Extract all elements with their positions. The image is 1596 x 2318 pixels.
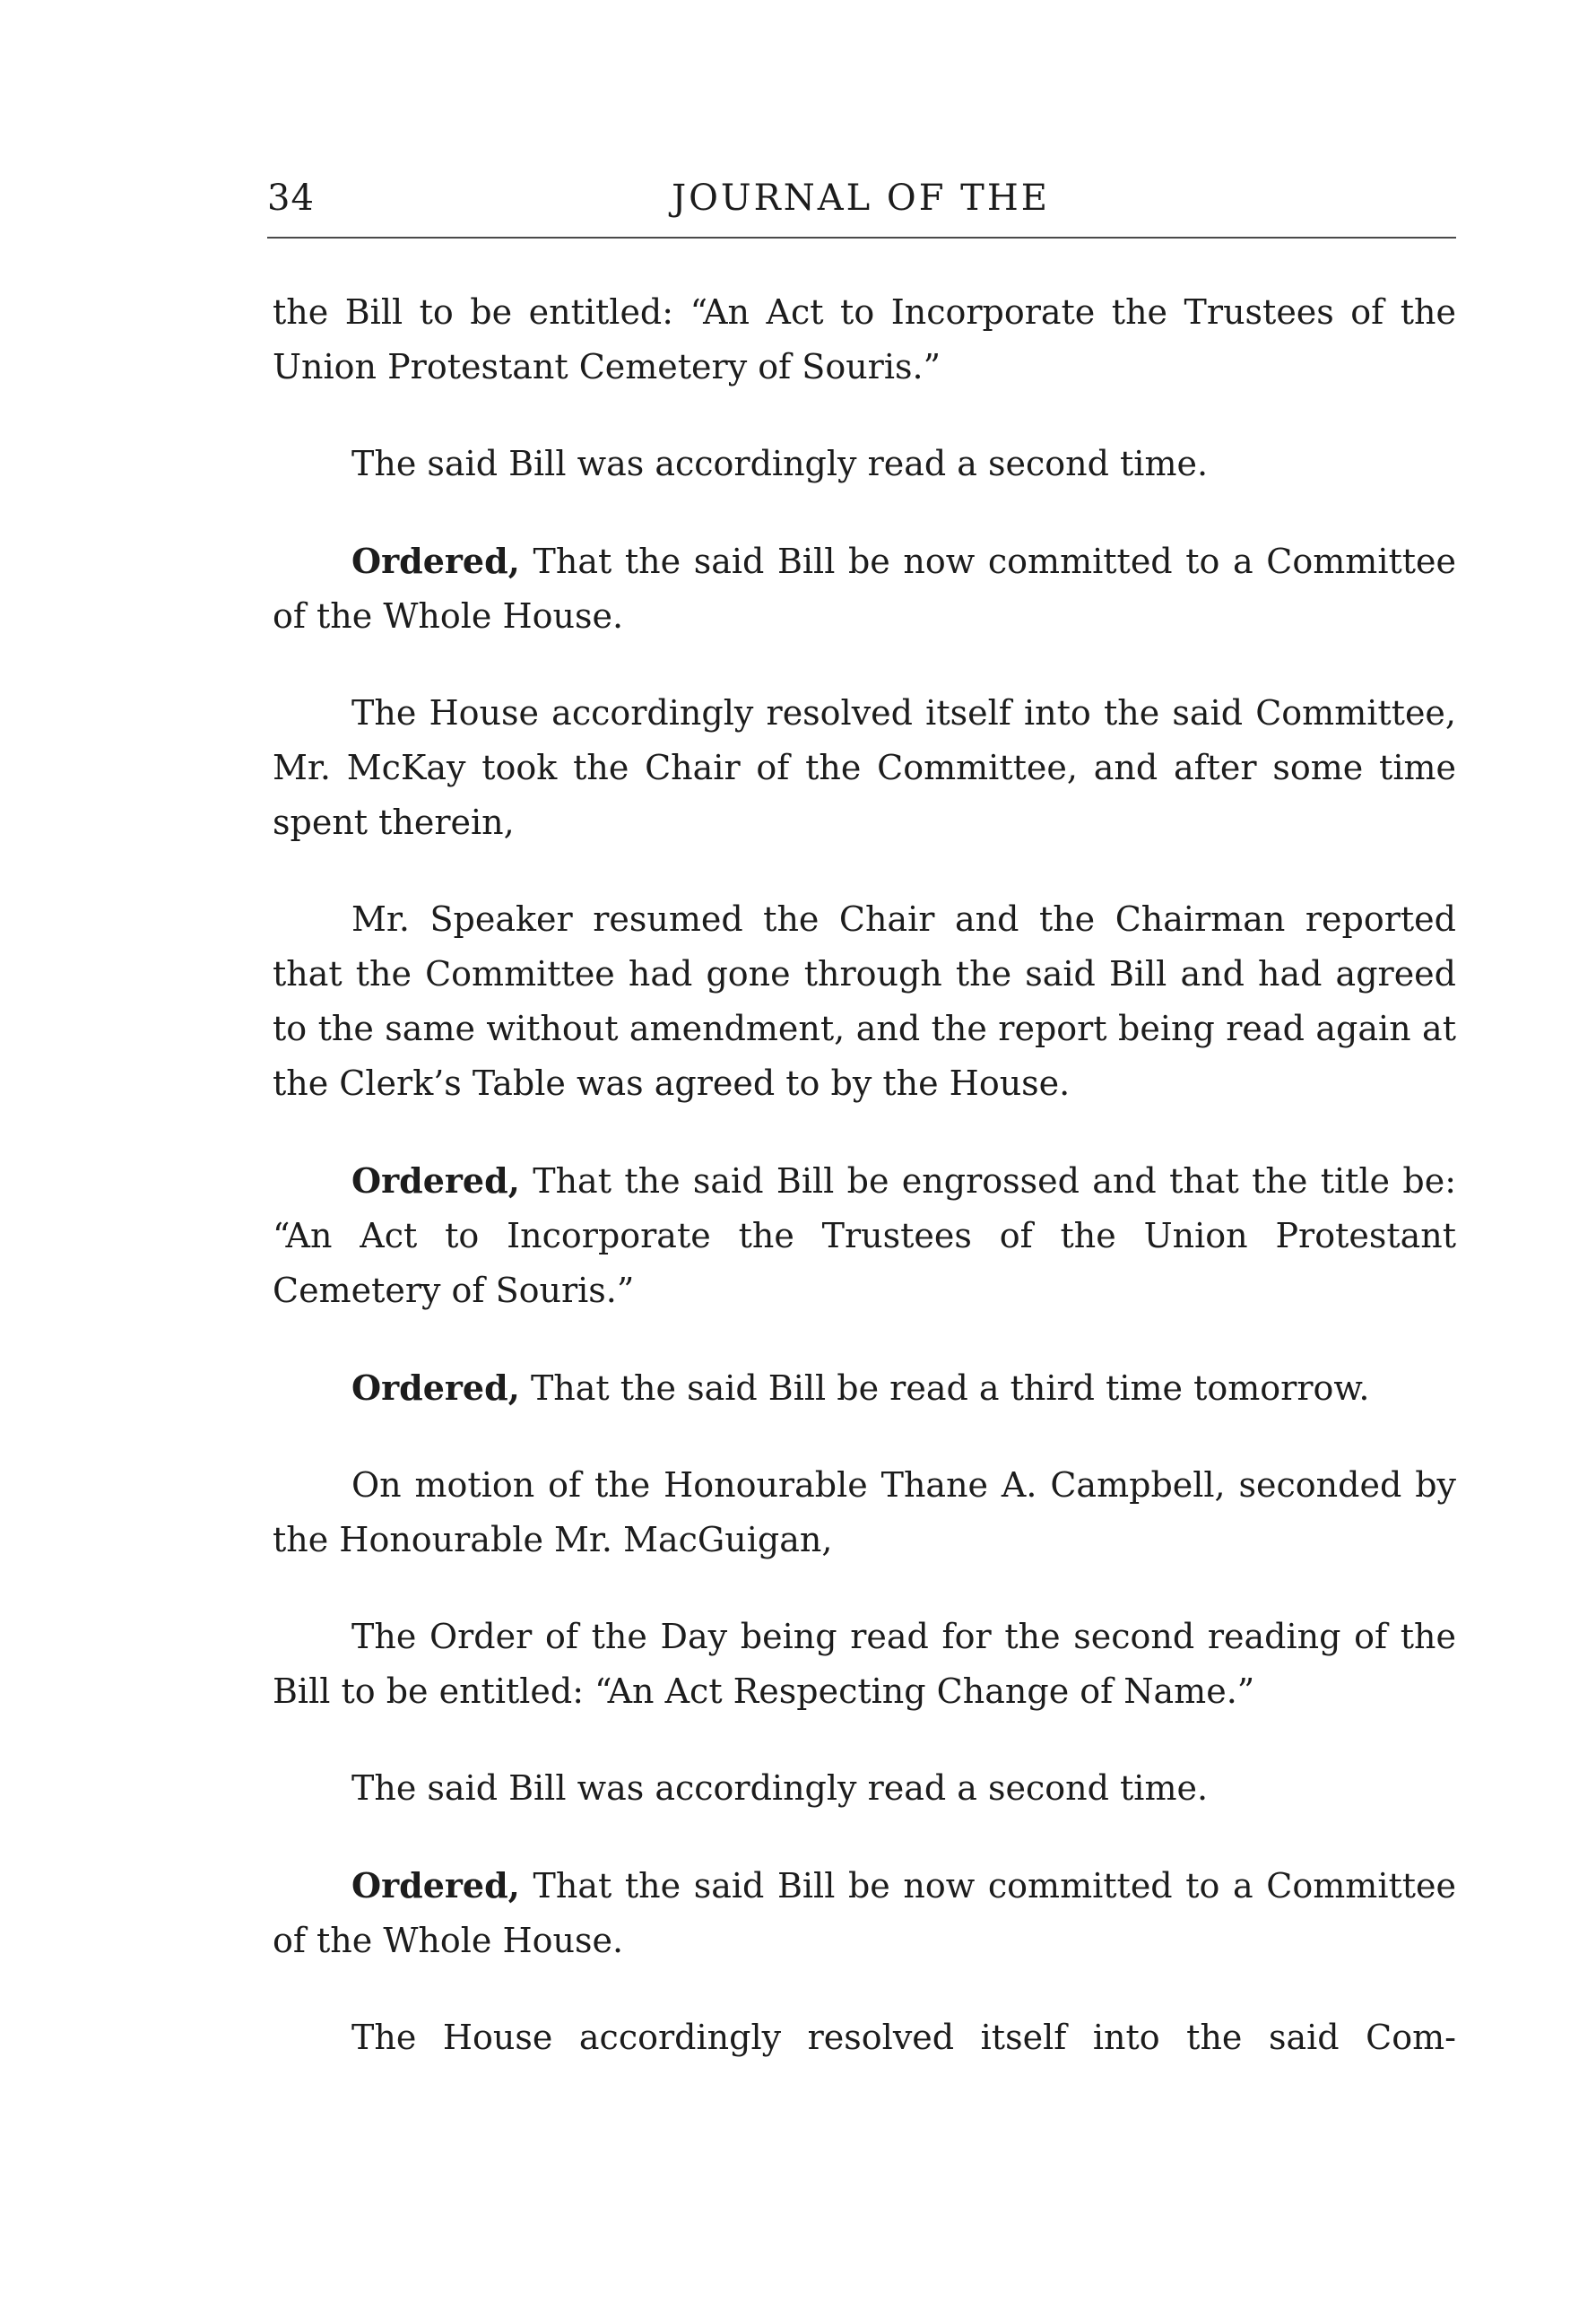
ordered-keyword: Ordered, (351, 541, 520, 581)
ordered-keyword: Ordered, (351, 1367, 520, 1408)
paragraph-text: That the said Bill be read a third time tomorrow. (519, 1368, 1370, 1408)
page-number: 34 (267, 178, 315, 219)
paragraph-text: The said Bill was accordingly read a second time. (351, 1768, 1209, 1808)
paragraph-committee-resolved (273, 686, 1456, 850)
ordered-keyword: Ordered, (351, 1865, 520, 1906)
paragraph-committee-resolved-2 (273, 2010, 1456, 2065)
paragraph-order-of-day (273, 1610, 1456, 1719)
paragraph-text: The House accordingly resolved itself into the said Com- (351, 2018, 1456, 2057)
paragraph-text: That the said Bill be now committed to a Committee of the Whole House. (273, 542, 1456, 636)
page-header (267, 176, 1454, 221)
paragraph-ordered-committed (273, 534, 1456, 644)
paragraph-ordered-committed-2 (273, 1858, 1456, 1968)
paragraph-speaker-resumed (273, 892, 1456, 1111)
ordered-keyword: Ordered, (351, 1160, 520, 1201)
paragraph-second-reading-2 (273, 1761, 1456, 1816)
paragraph-text: Mr. Speaker resumed the Chair and the Chairman reported that the Committee had gone through the said Bill and had agreed to the same without amendment, and the report being read again at the Clerk’s Table was agreed to by the House. (273, 899, 1456, 1103)
paragraph-text: The House accordingly resolved itself into the said Committee, Mr. McKay took the Chair of the Committee, and after some time spent therein, (273, 693, 1456, 842)
paragraph-text: The Order of the Day being read for the second reading of the Bill to be entitled: “An Act Respecting Change of Name.” (273, 1617, 1456, 1711)
journal-body (273, 285, 1456, 2065)
paragraph-text: On motion of the Honourable Thane A. Campbell, seconded by the Honourable Mr. MacGuigan, (273, 1465, 1456, 1559)
paragraph-motion (273, 1458, 1456, 1567)
header-rule (267, 237, 1456, 239)
running-head: JOURNAL OF THE (672, 178, 1050, 219)
paragraph-text: The said Bill was accordingly read a second time. (351, 444, 1209, 483)
paragraph-second-reading (273, 437, 1456, 491)
paragraph-ordered-engrossed (273, 1153, 1456, 1318)
paragraph-text: That the said Bill be engrossed and that the title be: “An Act to Incorporate the Trustees of the Union Protestant Cemetery of Souris.” (273, 1161, 1456, 1310)
paragraph-text: the Bill to be entitled: “An Act to Incorporate the Trustees of the Union Protestant Cemetery of Souris.” (273, 292, 1456, 386)
paragraph-text: That the said Bill be now committed to a Committee of the Whole House. (273, 1866, 1456, 1960)
paragraph-bill-title-continued (273, 285, 1456, 395)
paragraph-ordered-third-reading (273, 1360, 1456, 1416)
